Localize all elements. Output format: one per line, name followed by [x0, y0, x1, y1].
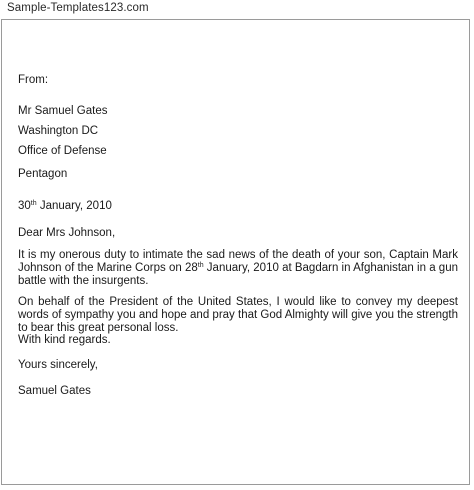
- sender-city: Washington DC: [18, 125, 99, 137]
- body-paragraph-1: [18, 249, 458, 289]
- sender-name: Mr Samuel Gates: [18, 105, 108, 117]
- paragraph1-part1: It is my onerous duty to intimate the sad news of the death of your son, Captain Mark Johnson of the Marine Corps on 28: [18, 249, 458, 275]
- date-day: 30: [18, 200, 31, 212]
- regards-line: With kind regards.: [18, 334, 111, 346]
- sender-building: Pentagon: [18, 168, 68, 180]
- paragraph1-part2: January, 2010 at Bagdarn in Afghanistan in a gun battle with the insurgents.: [18, 262, 458, 288]
- letter-page: [1, 19, 470, 485]
- salutation: Dear Mrs Johnson,: [18, 227, 116, 239]
- date-suffix: th: [30, 200, 37, 207]
- site-watermark: Sample-Templates123.com: [7, 2, 149, 14]
- from-label: From:: [18, 74, 49, 86]
- letter-date: [18, 200, 112, 213]
- closing-line: Yours sincerely,: [18, 359, 98, 371]
- date-rest: January, 2010: [36, 200, 112, 212]
- paragraph1-suffix: th: [197, 262, 204, 270]
- sender-office: Office of Defense: [18, 145, 107, 157]
- body-paragraph-2: On behalf of the President of the United States, I would like to convey my deepest words of sympathy you and hope and pray that God Almighty will give you the strength to bear this great personal loss.: [18, 296, 458, 335]
- signature-name: Samuel Gates: [18, 385, 91, 397]
